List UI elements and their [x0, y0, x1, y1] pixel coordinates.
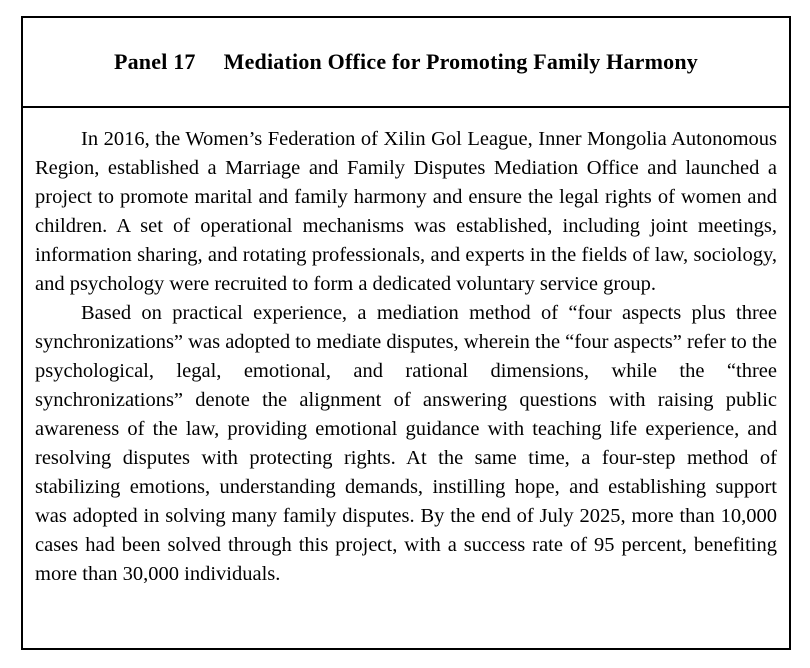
panel-number-label: Panel 17: [113, 49, 196, 74]
panel-title-text: Mediation Office for Promoting Family Harmony: [223, 49, 699, 74]
panel-17-box: [21, 16, 791, 650]
panel-body: [23, 108, 789, 589]
panel-title: [114, 49, 698, 75]
paragraph-2: Based on practical experience, a mediation method of “four aspects plus three synchronizations” was adopted to mediate disputes, wherein the “four aspects” refer to the psychological, legal, emotional, and rational dimensions, while the “three synchronizations” denote the alignment of answering questions with raising public awareness of the law, providing emotional guidance with teaching life experience, and resolving disputes with protecting rights. At the same time, a four-step method of stabilizing emotions, understanding demands, instilling hope, and establishing support was adopted in solving many family disputes. By the end of July 2025, more than 10,000 cases had been solved through this project, with a success rate of 95 percent, benefiting more than 30,000 individuals.: [35, 302, 777, 585]
paragraph-1: In 2016, the Women’s Federation of Xilin Gol League, Inner Mongolia Autonomous Region, established a Marriage and Family Disputes Mediation Office and launched a project to promote marital and family harmony and ensure the legal rights of women and children. A set of operational mechanisms was established, including joint meetings, information sharing, and rotating professionals, and experts in the fields of law, sociology, and psychology were recruited to form a dedicated voluntary service group.: [35, 128, 777, 295]
panel-header: [23, 18, 789, 108]
